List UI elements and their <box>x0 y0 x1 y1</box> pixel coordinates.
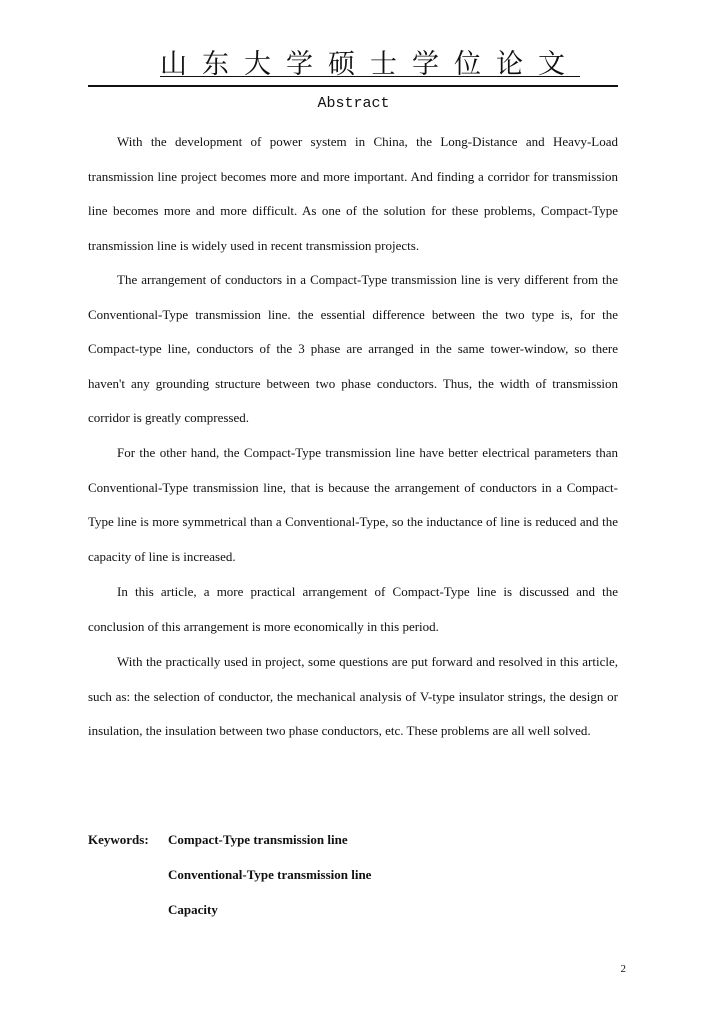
abstract-paragraph-2: The arrangement of conductors in a Compact-Type transmission line is very different from the Conventional-Type transmission line. the essential difference between the two type is, for the Compact-type line, conductors of the 3 phase are arranged in the same tower-window, so there haven't any grounding structure between two phase conductors. Thus, the width of transmission corridor is greatly compressed. <box>88 272 618 425</box>
abstract-paragraph-4: In this article, a more practical arrangement of Compact-Type line is discussed and the conclusion of this arrangement is more economically in this period. <box>88 584 618 634</box>
header-divider <box>88 85 618 87</box>
keywords-row-1 <box>88 822 618 857</box>
abstract-heading: Abstract <box>317 95 390 112</box>
page-number: 2 <box>620 963 626 975</box>
abstract-paragraph-3: For the other hand, the Compact-Type transmission line have better electrical parameters than Conventional-Type transmission line, that is because the arrangement of conductors in a Compact-Type line is more symmetrical than a Conventional-Type, so the inductance of line is reduced and the capacity of line is increased. <box>88 445 618 564</box>
abstract-paragraph-1: With the development of power system in China, the Long-Distance and Heavy-Load transmission line project becomes more and more important. And finding a corridor for transmission line becomes more and more difficult. As one of the solution for these problems, Compact-Type transmission line is widely used in recent transmission projects. <box>88 134 618 253</box>
keyword-item: Capacity <box>168 902 218 917</box>
keywords-section <box>88 822 618 927</box>
keyword-item: Conventional-Type transmission line <box>168 867 372 882</box>
keywords-label: Keywords: <box>88 832 149 847</box>
keywords-row-2 <box>88 857 618 892</box>
thesis-header-title: 山东大学硕士学位论文 <box>160 49 580 80</box>
abstract-paragraph-5: With the practically used in project, some questions are put forward and resolved in this article, such as: the selection of conductor, the mechanical analysis of V-type insulator strings, the design or insulation, the insulation between two phase conductors, etc. These problems are all well solved. <box>88 654 618 738</box>
keywords-row-3 <box>88 892 618 927</box>
keyword-item: Compact-Type transmission line <box>168 832 348 847</box>
